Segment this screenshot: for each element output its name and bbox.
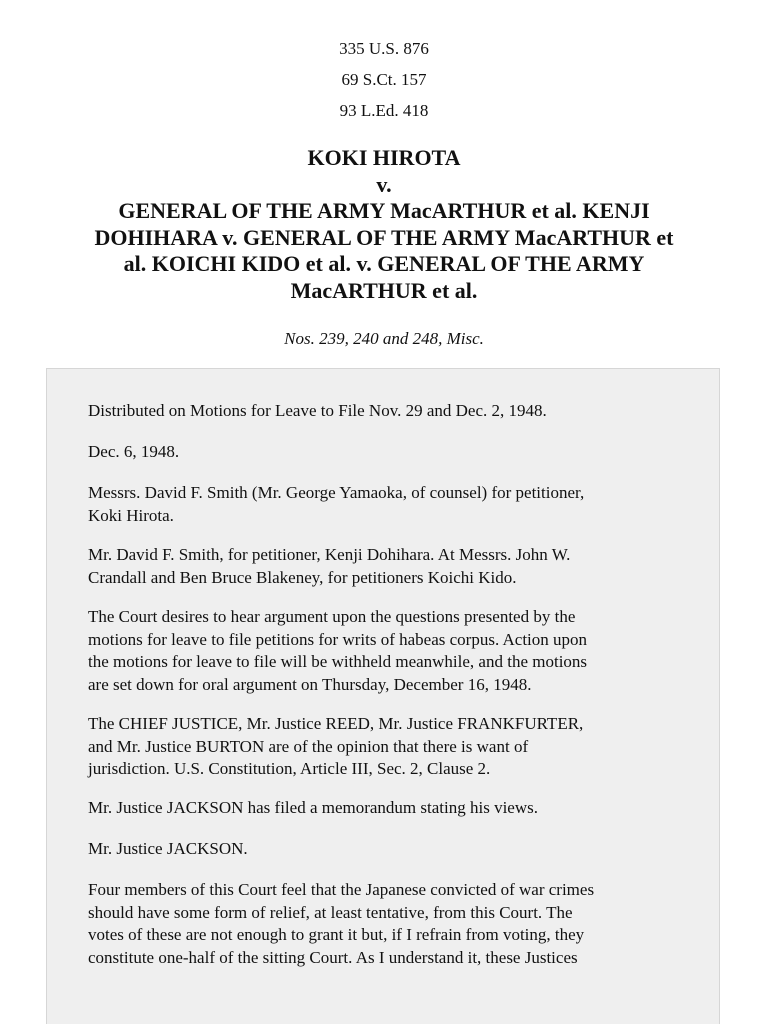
paragraph-line: Messrs. David F. Smith (Mr. George Yamaoka, of counsel) for petitioner, — [88, 483, 585, 502]
paragraph-line: The Court desires to hear argument upon the questions presented by the — [88, 607, 576, 626]
citation-lawyers-edition: 93 L.Ed. 418 — [339, 101, 429, 120]
paragraph-distribution — [88, 400, 688, 423]
paragraph-counsel-hirota — [88, 482, 688, 527]
paragraph-counsel-dohihara-kido — [88, 544, 688, 589]
paragraph-line: and Mr. Justice BURTON are of the opinion that there is want of — [88, 736, 529, 756]
paragraph-memorandum-body — [88, 879, 688, 969]
case-title-line: GENERAL OF THE ARMY MacARTHUR et al. KENJI — [118, 198, 650, 223]
paragraph-jurisdiction-opinion — [88, 713, 688, 781]
case-title — [40, 145, 728, 304]
opinion-text-panel — [46, 368, 720, 1024]
paragraph-line: should have some form of relief, at least tentative, from this Court. The — [88, 902, 573, 922]
paragraph-line: Mr. David F. Smith, for petitioner, Kenji Dohihara. At Messrs. John W. — [88, 545, 571, 564]
paragraph-line: constitute one-half of the sitting Court. As I understand it, these Justices — [88, 947, 578, 967]
paragraph-court-order — [88, 606, 688, 696]
paragraph-memorandum-note — [88, 797, 688, 820]
case-title-line: KOKI HIROTA — [307, 145, 461, 170]
paragraph-date — [88, 441, 688, 464]
paragraph-line: The CHIEF JUSTICE, Mr. Justice REED, Mr. Justice FRANKFURTER, — [88, 714, 584, 733]
paragraph-line: the motions for leave to file will be withheld meanwhile, and the motions — [88, 652, 588, 671]
docket-numbers: Nos. 239, 240 and 248, Misc. — [284, 329, 484, 348]
paragraph-line: Crandall and Ben Bruce Blakeney, for petitioners Koichi Kido. — [88, 567, 517, 587]
paragraph-line: Mr. Justice JACKSON has filed a memorandum stating his views. — [88, 798, 538, 817]
paragraph-line: Mr. Justice JACKSON. — [88, 839, 248, 858]
case-title-line: DOHIHARA v. GENERAL OF THE ARMY MacARTHUR et — [94, 224, 674, 250]
case-title-line: MacARTHUR et al. — [290, 277, 478, 303]
case-citations — [0, 33, 768, 126]
case-title-line: al. KOICHI KIDO et al. v. GENERAL OF THE ARMY — [123, 251, 645, 276]
case-title-line: v. — [376, 171, 392, 197]
paragraph-line: Koki Hirota. — [88, 505, 174, 525]
paragraph-line: jurisdiction. U.S. Constitution, Article III, Sec. 2, Clause 2. — [88, 759, 491, 778]
paragraph-line: Distributed on Motions for Leave to File Nov. 29 and Dec. 2, 1948. — [88, 401, 547, 420]
citation-us-reports: 335 U.S. 876 — [339, 39, 429, 58]
paragraph-line: Dec. 6, 1948. — [88, 442, 180, 461]
paragraph-line: motions for leave to file petitions for writs of habeas corpus. Action upon — [88, 629, 588, 649]
paragraph-justice-heading — [88, 838, 688, 861]
paragraph-line: Four members of this Court feel that the Japanese convicted of war crimes — [88, 880, 595, 899]
paragraph-line: are set down for oral argument on Thursday, December 16, 1948. — [88, 674, 532, 694]
paragraph-line: votes of these are not enough to grant it but, if I refrain from voting, they — [88, 925, 585, 944]
citation-supreme-court-reporter: 69 S.Ct. 157 — [341, 70, 427, 89]
